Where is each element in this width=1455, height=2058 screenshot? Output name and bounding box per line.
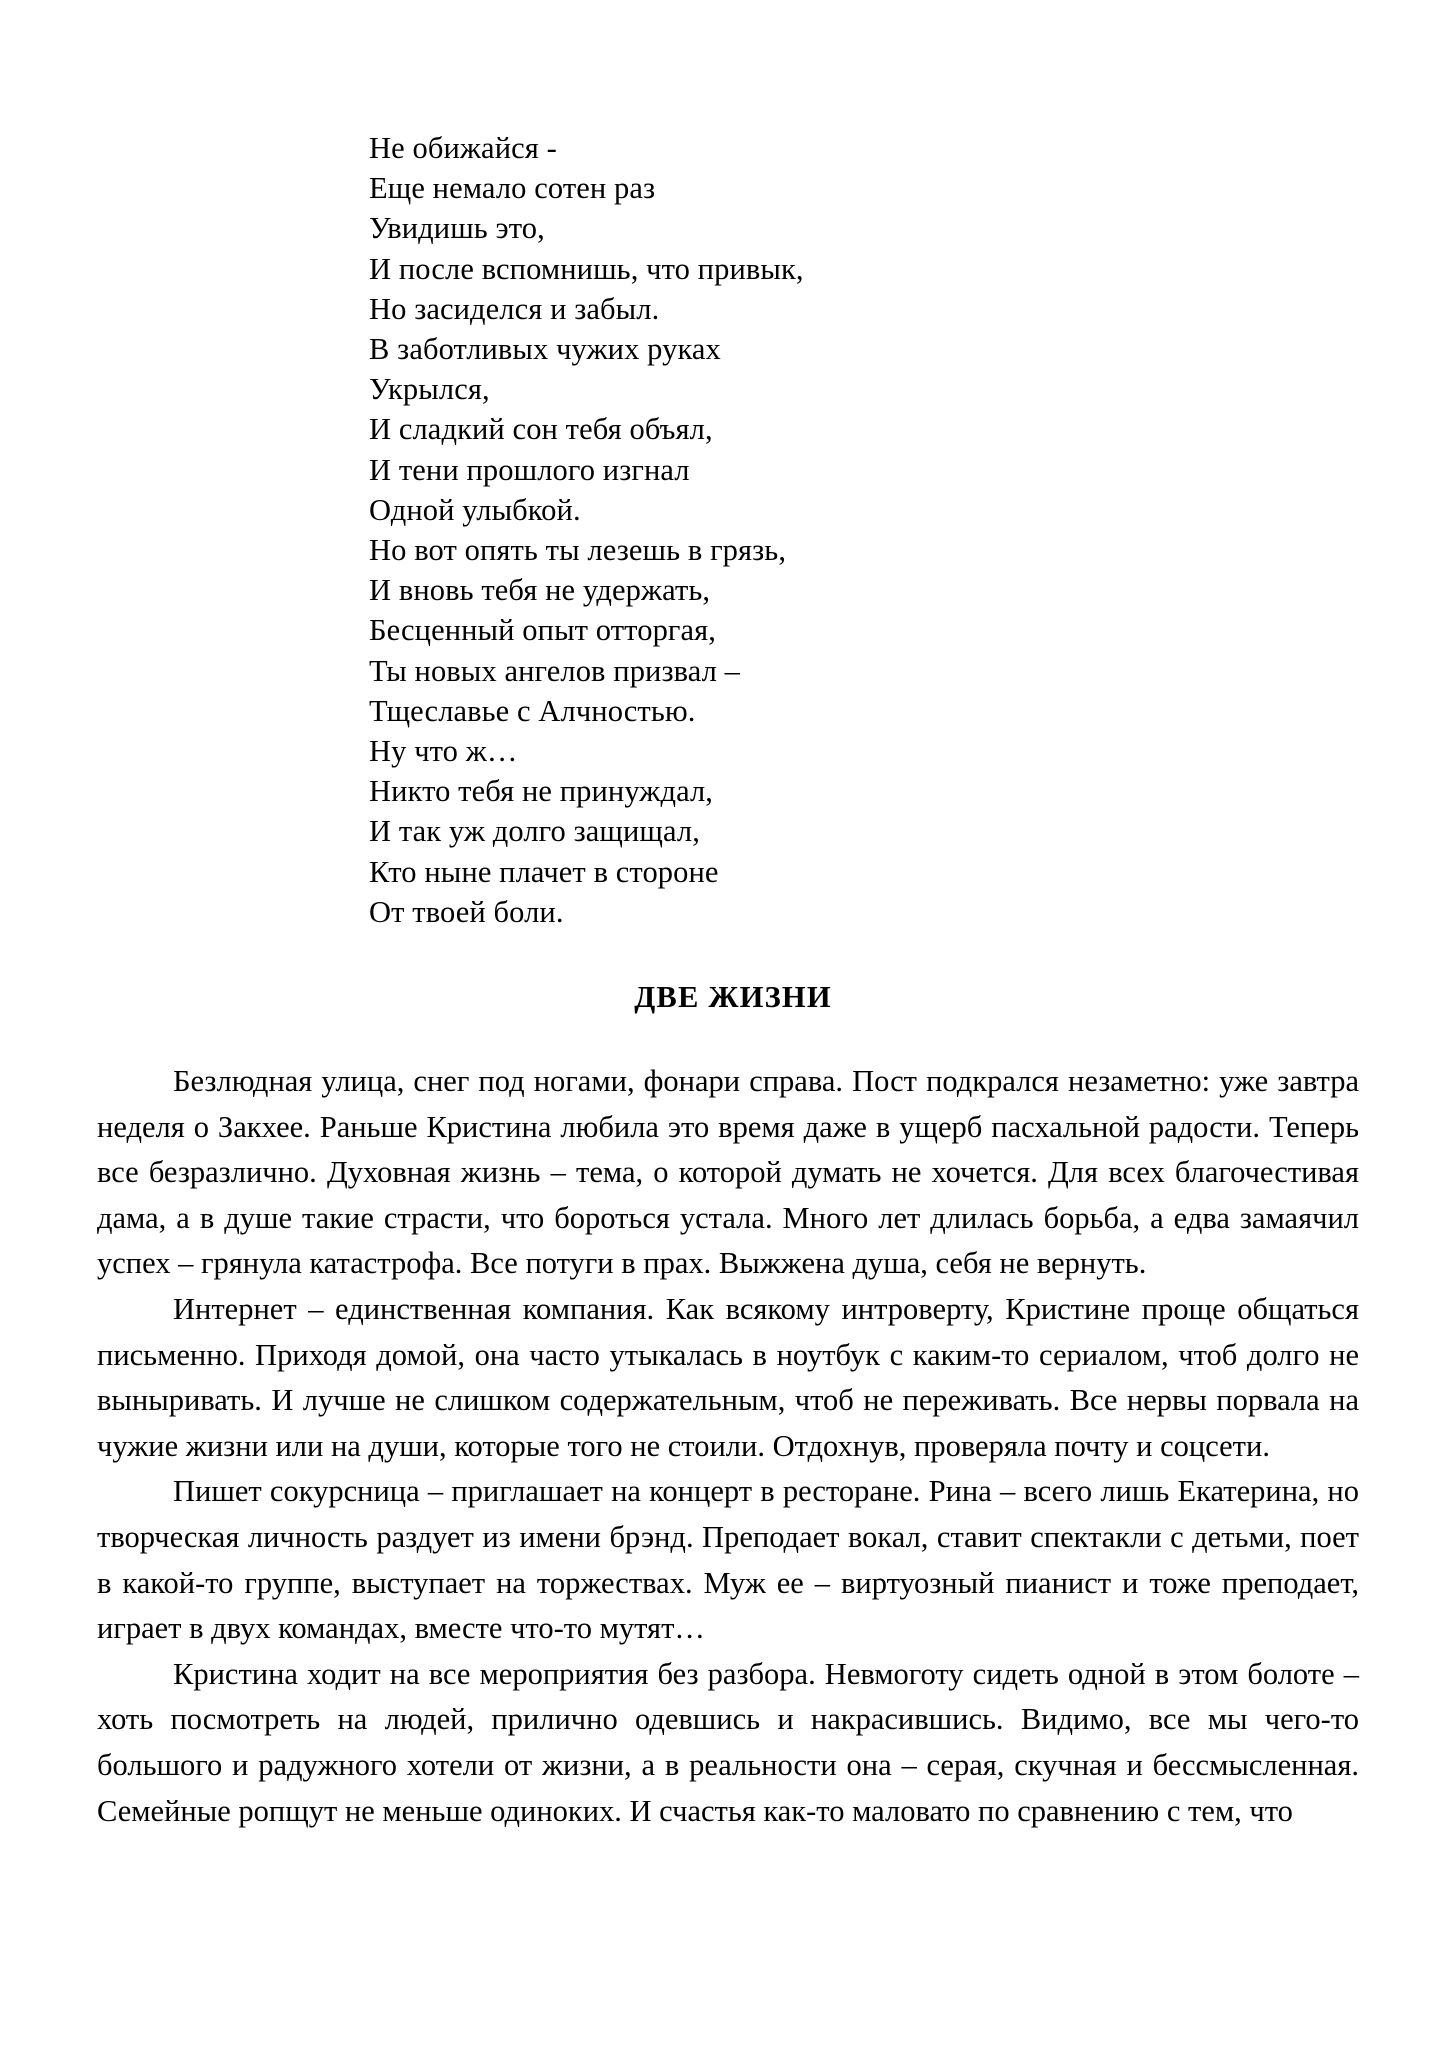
- poem-line: И сладкий сон тебя объял,: [369, 412, 713, 447]
- poem-line: Еще немало сотен раз: [369, 171, 656, 206]
- poem-line: Но засиделся и забыл.: [369, 291, 660, 326]
- poem-block: [97, 128, 1359, 932]
- poem-line: Одной улыбкой.: [369, 492, 581, 527]
- paragraph: Кристина ходит на все мероприятия без разбора. Невмоготу сидеть одной в этом болоте – хоть посмотреть на людей, прилично одевшись и накрасившись. Видимо, все мы чего-то большого и радужного хотели от жизни, а в реальности она – серая, скучная и бессмысленная. Семейные ропщут не меньше одиноких. И счастья как-то маловато по сравнению с тем, что: [97, 1656, 1359, 1828]
- poem-line: Ты новых ангелов призвал –: [369, 653, 741, 688]
- poem-line: Укрылся,: [369, 372, 490, 407]
- poem-line: Бесценный опыт отторгая,: [369, 613, 717, 648]
- poem-line: Ну что ж…: [369, 734, 518, 769]
- paragraph: Интернет – единственная компания. Как всякому интроверту, Кристине проще общаться письменно. Приходя домой, она часто утыкалась в ноутбук с каким-то сериалом, чтоб долго не выныривать. И лучше не слишком содержательным, чтоб не переживать. Все нервы порвала на чужие жизни или на души, которые того не стоили. Отдохнув, проверяла почту и соцсети.: [97, 1292, 1359, 1463]
- poem-line: Но вот опять ты лезешь в грязь,: [369, 533, 787, 568]
- poem-line: И вновь тебя не удержать,: [369, 573, 711, 608]
- poem-line: Увидишь это,: [369, 211, 545, 246]
- poem-line: От твоей боли.: [369, 894, 564, 929]
- section-heading: ДВЕ ЖИЗНИ: [634, 980, 832, 1015]
- poem-line: Не обижайся -: [369, 131, 557, 165]
- paragraph: Пишет сокурсница – приглашает на концерт в ресторане. Рина – всего лишь Екатерина, но творческая личность раздует из имени брэнд. Преподает вокал, ставит спектакли с детьми, поет в какой-то группе, выступает на торжествах. Муж ее – виртуозный пианист и тоже преподает, играет в двух командах, вместе что-то мутят…: [97, 1474, 1359, 1646]
- poem-line: И после вспомнишь, что привык,: [369, 251, 804, 286]
- poem-line: Тщеславье с Алчностью.: [369, 693, 696, 728]
- page-content: [97, 128, 1359, 1834]
- poem-line: В заботливых чужих руках: [369, 332, 721, 367]
- paragraph: Безлюдная улица, снег под ногами, фонари справа. Пост подкрался незаметно: уже завтра неделя о Закхее. Раньше Кристина любила это время даже в ущерб пасхальной радости. Теперь все безразлично. Духовная жизнь – тема, о которой думать не хочется. Для всех благочестивая дама, а в душе такие страсти, что бороться устала. Много лет длилась борьба, а едва замаячил успех – грянула катастрофа. Все потуги в прах. Выжжена душа, себя не вернуть.: [97, 1064, 1359, 1281]
- poem-line: Никто тебя не принуждал,: [369, 774, 714, 809]
- poem-line: И тени прошлого изгнал: [369, 452, 690, 487]
- prose-block: [97, 1059, 1359, 1834]
- poem-line: И так уж долго защищал,: [369, 814, 700, 849]
- poem-line: Кто ныне плачет в стороне: [369, 854, 719, 889]
